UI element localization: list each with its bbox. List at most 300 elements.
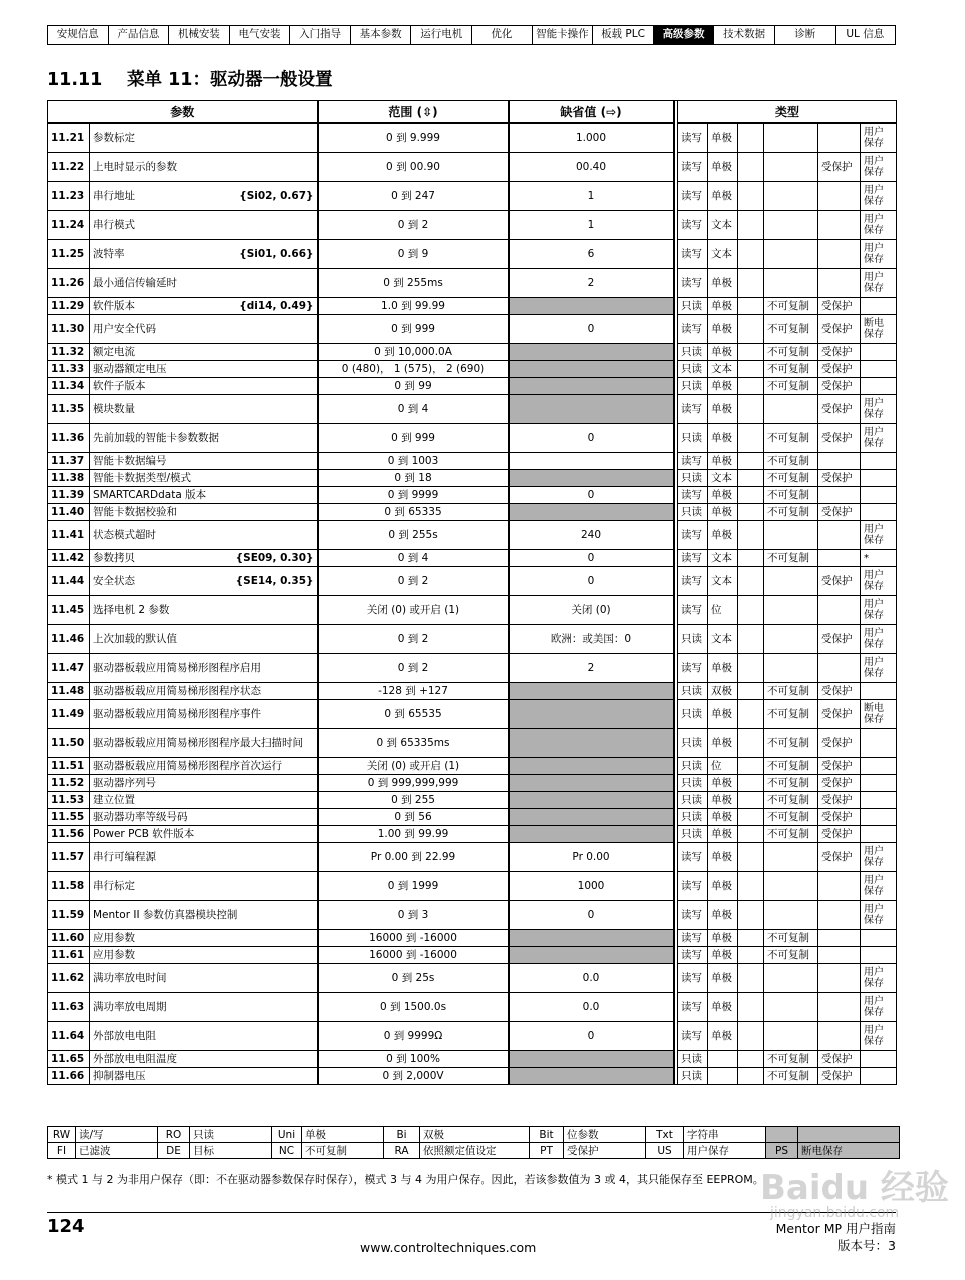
type-attr <box>861 930 897 947</box>
type-attr: 只读 <box>678 758 708 775</box>
table-row <box>48 240 897 269</box>
param-name: 智能卡数据编号 <box>93 455 167 467</box>
param-name: 外部放电电阻温度 <box>93 1053 177 1065</box>
nav-tab[interactable]: 安规信息 <box>48 26 109 44</box>
param-name-cell <box>90 700 318 729</box>
param-range: 0 到 4 <box>318 550 509 567</box>
param-name-cell <box>90 550 318 567</box>
nav-tab[interactable]: 基本参数 <box>351 26 412 44</box>
legend-code: FI <box>48 1143 76 1159</box>
type-attr: 受保护 <box>818 758 861 775</box>
type-attr: 读写 <box>678 964 708 993</box>
type-attr: 读写 <box>678 240 708 269</box>
nav-tab[interactable]: 运行电机 <box>411 26 472 44</box>
type-attr: 读写 <box>678 872 708 901</box>
param-range: -128 到 +127 <box>318 683 509 700</box>
type-attr-empty <box>738 182 764 211</box>
type-attr <box>818 453 861 470</box>
type-attr-empty <box>738 487 764 504</box>
type-attr: 读写 <box>678 395 708 424</box>
param-name: 应用参数 <box>93 932 135 944</box>
legend-meaning: 已滤波 <box>76 1143 158 1159</box>
type-attr: 单极 <box>708 1022 738 1051</box>
param-number: 11.36 <box>48 424 90 453</box>
type-attr: 读写 <box>678 182 708 211</box>
type-attr: 单极 <box>708 424 738 453</box>
param-default: 0.0 <box>509 993 674 1022</box>
type-attr: 不可复制 <box>764 298 818 315</box>
type-attr-empty <box>738 315 764 344</box>
param-default: 0 <box>509 901 674 930</box>
type-attr <box>861 298 897 315</box>
param-range: 0 到 65535 <box>318 700 509 729</box>
param-name-cell <box>90 596 318 625</box>
type-attr: 只读 <box>678 344 708 361</box>
type-attr-empty <box>738 872 764 901</box>
type-attr: 单极 <box>708 521 738 550</box>
type-attr <box>818 182 861 211</box>
legend-meaning: 不可复制 <box>302 1143 384 1159</box>
legend-table <box>47 1126 900 1159</box>
param-name: 驱动器功率等级号码 <box>93 811 188 823</box>
param-number: 11.65 <box>48 1051 90 1068</box>
type-attr-empty <box>738 504 764 521</box>
param-default <box>509 775 674 792</box>
table-row <box>48 487 897 504</box>
legend-code: RW <box>48 1127 76 1143</box>
param-name: 驱动器额定电压 <box>93 363 167 375</box>
param-range: 0 到 1500.0s <box>318 993 509 1022</box>
type-attr: 受保护 <box>818 378 861 395</box>
param-name-cell <box>90 901 318 930</box>
guide-info <box>776 1220 896 1254</box>
type-attr-empty <box>738 1068 764 1085</box>
type-attr-empty <box>738 826 764 843</box>
nav-tab[interactable]: 电气安装 <box>230 26 291 44</box>
param-default <box>509 453 674 470</box>
param-name-cell <box>90 521 318 550</box>
type-attr: 读写 <box>678 843 708 872</box>
type-attr <box>764 964 818 993</box>
param-range: 16000 到 -16000 <box>318 947 509 964</box>
type-attr: 只读 <box>678 378 708 395</box>
type-attr-empty <box>738 654 764 683</box>
type-attr: 断电保存 <box>861 700 897 729</box>
legend-meaning: 目标 <box>190 1143 272 1159</box>
type-attr: 读写 <box>678 993 708 1022</box>
type-attr: 只读 <box>678 470 708 487</box>
param-default <box>509 700 674 729</box>
type-attr: 受保护 <box>818 826 861 843</box>
nav-tab[interactable]: 智能卡操作 <box>533 26 594 44</box>
type-attr: 位 <box>708 758 738 775</box>
parameter-table <box>47 100 897 1085</box>
param-number: 11.52 <box>48 775 90 792</box>
type-attr <box>764 654 818 683</box>
param-name: 建立位置 <box>93 794 135 806</box>
type-attr <box>861 1068 897 1085</box>
type-attr <box>764 240 818 269</box>
param-name-cell <box>90 729 318 758</box>
table-row <box>48 758 897 775</box>
type-attr <box>818 211 861 240</box>
legend-meaning: 位参数 <box>564 1127 646 1143</box>
type-attr: 单极 <box>708 775 738 792</box>
param-code: {Si01, 0.66} <box>239 248 314 260</box>
param-range: 0 到 99 <box>318 378 509 395</box>
param-name-cell <box>90 930 318 947</box>
type-attr: 只读 <box>678 424 708 453</box>
param-range: 0 到 10,000.0A <box>318 344 509 361</box>
section-title: 菜单 11：驱动器一般设置 <box>127 70 333 90</box>
type-attr <box>764 567 818 596</box>
type-attr: 受保护 <box>818 1051 861 1068</box>
type-attr: 单极 <box>708 315 738 344</box>
param-name-cell <box>90 315 318 344</box>
param-name-cell <box>90 654 318 683</box>
type-attr: 受保护 <box>818 424 861 453</box>
nav-tab[interactable]: 优化 <box>472 26 533 44</box>
table-row <box>48 729 897 758</box>
chapter-nav-bar <box>47 25 896 45</box>
param-range: 0 到 1003 <box>318 453 509 470</box>
param-range: 0 到 2 <box>318 211 509 240</box>
type-attr: 只读 <box>678 683 708 700</box>
type-attr: 文本 <box>708 550 738 567</box>
legend-code: Txt <box>646 1127 684 1143</box>
type-attr-empty <box>738 211 764 240</box>
nav-tab[interactable]: 技术数据 <box>714 26 775 44</box>
type-attr: 受保护 <box>818 625 861 654</box>
type-attr: 单极 <box>708 298 738 315</box>
type-attr: 不可复制 <box>764 550 818 567</box>
type-attr: 受保护 <box>818 395 861 424</box>
param-name: 模块数量 <box>93 403 135 415</box>
param-number: 11.56 <box>48 826 90 843</box>
type-attr-empty <box>738 470 764 487</box>
type-attr: 单极 <box>708 182 738 211</box>
param-number: 11.59 <box>48 901 90 930</box>
type-attr <box>818 596 861 625</box>
param-default: 2 <box>509 654 674 683</box>
param-range: 关闭 (0) 或开启 (1) <box>318 596 509 625</box>
param-default: 1 <box>509 182 674 211</box>
param-number: 11.62 <box>48 964 90 993</box>
param-name-cell <box>90 683 318 700</box>
table-row <box>48 683 897 700</box>
type-attr-empty <box>738 378 764 395</box>
type-attr: 只读 <box>678 792 708 809</box>
type-attr-empty <box>738 700 764 729</box>
param-number: 11.58 <box>48 872 90 901</box>
legend-meaning: 双极 <box>420 1127 530 1143</box>
legend-code: US <box>646 1143 684 1159</box>
table-row <box>48 809 897 826</box>
type-attr-empty <box>738 625 764 654</box>
type-attr-empty <box>738 344 764 361</box>
type-attr: 受保护 <box>818 700 861 729</box>
table-row <box>48 361 897 378</box>
type-attr: 只读 <box>678 504 708 521</box>
type-attr: 不可复制 <box>764 315 818 344</box>
legend-code: DE <box>158 1143 190 1159</box>
table-row <box>48 550 897 567</box>
table-row <box>48 775 897 792</box>
type-attr: 不可复制 <box>764 700 818 729</box>
type-attr <box>764 395 818 424</box>
param-name: 串行地址 <box>93 190 135 202</box>
nav-tab[interactable]: 板载 PLC <box>593 26 654 44</box>
param-default: 关闭 (0) <box>509 596 674 625</box>
param-number: 11.41 <box>48 521 90 550</box>
type-attr: 双极 <box>708 683 738 700</box>
legend-meaning: 只读 <box>190 1127 272 1143</box>
type-attr: 读写 <box>678 567 708 596</box>
guide-title: Mentor MP 用户指南 <box>775 1221 896 1236</box>
legend-code: PS <box>766 1143 798 1159</box>
param-name: 安全状态 <box>93 575 135 587</box>
param-range: 0 到 9999Ω <box>318 1022 509 1051</box>
param-range: 0 到 18 <box>318 470 509 487</box>
param-default <box>509 826 674 843</box>
type-attr-empty <box>738 964 764 993</box>
type-attr: 不可复制 <box>764 1068 818 1085</box>
type-attr <box>861 1051 897 1068</box>
param-default: 0 <box>509 487 674 504</box>
param-name: 软件子版本 <box>93 380 146 392</box>
legend-meaning: 读/写 <box>76 1127 158 1143</box>
type-attr: 读写 <box>678 1022 708 1051</box>
type-attr <box>818 654 861 683</box>
nav-tab[interactable]: 入门指导 <box>290 26 351 44</box>
type-attr-empty <box>738 993 764 1022</box>
type-attr: 单极 <box>708 729 738 758</box>
param-number: 11.35 <box>48 395 90 424</box>
param-default <box>509 378 674 395</box>
param-number: 11.40 <box>48 504 90 521</box>
param-range: Pr 0.00 到 22.99 <box>318 843 509 872</box>
nav-tab[interactable]: 机械安装 <box>169 26 230 44</box>
param-default <box>509 729 674 758</box>
type-attr: 单极 <box>708 809 738 826</box>
param-name: 选择电机 2 参数 <box>93 604 170 616</box>
type-attr: 位 <box>708 596 738 625</box>
param-range: 0 (480)， 1 (575)， 2 (690) <box>318 361 509 378</box>
type-attr: 受保护 <box>818 470 861 487</box>
param-range: 16000 到 -16000 <box>318 930 509 947</box>
nav-tab[interactable]: 高级参数 <box>654 26 715 44</box>
param-default <box>509 504 674 521</box>
param-number: 11.29 <box>48 298 90 315</box>
type-attr: 受保护 <box>818 153 861 182</box>
param-range: 0 到 65335 <box>318 504 509 521</box>
type-attr: 受保护 <box>818 843 861 872</box>
type-attr <box>861 453 897 470</box>
type-attr <box>764 1022 818 1051</box>
param-range: 0 到 255ms <box>318 269 509 298</box>
param-name-cell <box>90 1068 318 1085</box>
type-attr: 读写 <box>678 930 708 947</box>
table-row <box>48 211 897 240</box>
param-range: 0 到 9999 <box>318 487 509 504</box>
param-code: {Si02, 0.67} <box>239 190 314 202</box>
type-attr: 用户保存 <box>861 567 897 596</box>
table-row <box>48 700 897 729</box>
param-name: 驱动器板载应用简易梯形图程序事件 <box>93 708 261 720</box>
type-attr-empty <box>738 843 764 872</box>
param-range: 1.0 到 99.99 <box>318 298 509 315</box>
param-name: 上电时显示的参数 <box>93 161 177 173</box>
legend-code: Uni <box>272 1127 302 1143</box>
watermark-url: jingyan.baidu.com <box>770 1205 900 1221</box>
type-attr: 用户保存 <box>861 211 897 240</box>
type-attr: 受保护 <box>818 775 861 792</box>
type-attr: 读写 <box>678 521 708 550</box>
param-range: 0 到 3 <box>318 901 509 930</box>
type-attr <box>861 826 897 843</box>
type-attr: 只读 <box>678 1051 708 1068</box>
param-default <box>509 683 674 700</box>
param-default: 6 <box>509 240 674 269</box>
table-row <box>48 596 897 625</box>
type-attr: 用户保存 <box>861 964 897 993</box>
param-name: 抑制器电压 <box>93 1070 146 1082</box>
param-name-cell <box>90 1022 318 1051</box>
type-attr: 不可复制 <box>764 361 818 378</box>
header-default: 缺省值 (⇨) <box>509 101 674 124</box>
website-link[interactable]: www.controltechniques.com <box>360 1240 537 1255</box>
type-attr: 单极 <box>708 378 738 395</box>
table-row <box>48 378 897 395</box>
type-attr <box>764 901 818 930</box>
param-number: 11.57 <box>48 843 90 872</box>
type-attr: 用户保存 <box>861 240 897 269</box>
param-name: 软件版本 <box>93 300 135 312</box>
param-name: 参数标定 <box>93 132 135 144</box>
legend-meaning: 依照额定值设定 <box>420 1143 530 1159</box>
table-row <box>48 344 897 361</box>
param-name-cell <box>90 424 318 453</box>
type-attr: 单极 <box>708 826 738 843</box>
param-name-cell <box>90 487 318 504</box>
param-range: 0 到 2,000V <box>318 1068 509 1085</box>
param-name: 波特率 <box>93 248 125 260</box>
footer-divider <box>47 1212 896 1213</box>
type-attr-empty <box>738 901 764 930</box>
type-attr: 受保护 <box>818 1068 861 1085</box>
type-attr: 不可复制 <box>764 826 818 843</box>
param-range: 0 到 100% <box>318 1051 509 1068</box>
table-row <box>48 153 897 182</box>
type-attr: 读写 <box>678 654 708 683</box>
type-attr <box>818 1022 861 1051</box>
type-attr: 读写 <box>678 269 708 298</box>
type-attr-empty <box>738 269 764 298</box>
type-attr-empty <box>738 567 764 596</box>
param-default: 0 <box>509 424 674 453</box>
type-attr-empty <box>738 1022 764 1051</box>
param-name-cell <box>90 240 318 269</box>
page-number: 124 <box>47 1216 85 1237</box>
param-name-cell <box>90 378 318 395</box>
param-name: Mentor II 参数仿真器模块控制 <box>93 909 238 921</box>
type-attr-empty <box>738 361 764 378</box>
type-attr: 读写 <box>678 153 708 182</box>
param-number: 11.21 <box>48 123 90 153</box>
nav-tab[interactable]: 产品信息 <box>109 26 170 44</box>
type-attr: 用户保存 <box>861 596 897 625</box>
param-name-cell <box>90 993 318 1022</box>
type-attr: 不可复制 <box>764 775 818 792</box>
param-name: 参数拷贝 <box>93 552 135 564</box>
type-attr: 单极 <box>708 947 738 964</box>
header-param: 参数 <box>48 101 318 124</box>
type-attr: 不可复制 <box>764 947 818 964</box>
type-attr-empty <box>738 947 764 964</box>
param-name-cell <box>90 361 318 378</box>
param-number: 11.48 <box>48 683 90 700</box>
type-attr: 用户保存 <box>861 153 897 182</box>
type-attr: 单极 <box>708 453 738 470</box>
type-attr: 单极 <box>708 344 738 361</box>
param-name-cell <box>90 843 318 872</box>
param-default: 0 <box>509 315 674 344</box>
param-name-cell <box>90 153 318 182</box>
param-number: 11.22 <box>48 153 90 182</box>
type-attr <box>818 269 861 298</box>
type-attr <box>764 993 818 1022</box>
type-attr <box>818 521 861 550</box>
param-name-cell <box>90 470 318 487</box>
param-name-cell <box>90 826 318 843</box>
type-attr: 受保护 <box>818 315 861 344</box>
type-attr-empty <box>738 758 764 775</box>
type-attr <box>764 123 818 153</box>
param-default: 240 <box>509 521 674 550</box>
param-name: 驱动器板载应用简易梯形图程序启用 <box>93 662 261 674</box>
type-attr <box>764 521 818 550</box>
type-attr: 文本 <box>708 470 738 487</box>
legend-meaning <box>798 1127 900 1143</box>
param-number: 11.64 <box>48 1022 90 1051</box>
type-attr: 读写 <box>678 453 708 470</box>
type-attr: 不可复制 <box>764 487 818 504</box>
param-code: {SE09, 0.30} <box>235 552 314 564</box>
param-default: 0 <box>509 1022 674 1051</box>
type-attr: 受保护 <box>818 809 861 826</box>
param-range: 0 到 999,999,999 <box>318 775 509 792</box>
legend-code: RA <box>384 1143 420 1159</box>
param-name: SMARTCARDdata 版本 <box>93 489 207 501</box>
param-name: 智能卡数据校验和 <box>93 506 177 518</box>
table-row <box>48 182 897 211</box>
legend-row <box>48 1127 900 1143</box>
type-attr <box>861 487 897 504</box>
param-name-cell <box>90 395 318 424</box>
legend-meaning: 单极 <box>302 1127 384 1143</box>
type-attr <box>764 872 818 901</box>
type-attr: 文本 <box>708 240 738 269</box>
type-attr: 用户保存 <box>861 1022 897 1051</box>
nav-tab[interactable]: UL 信息 <box>846 28 885 40</box>
type-attr: 不可复制 <box>764 453 818 470</box>
nav-tab[interactable]: 诊断 <box>775 26 836 44</box>
header-type: 类型 <box>678 101 897 124</box>
param-name: 状态模式超时 <box>93 529 156 541</box>
param-range: 0 到 25s <box>318 964 509 993</box>
param-range: 0 到 255s <box>318 521 509 550</box>
legend-row <box>48 1143 900 1159</box>
